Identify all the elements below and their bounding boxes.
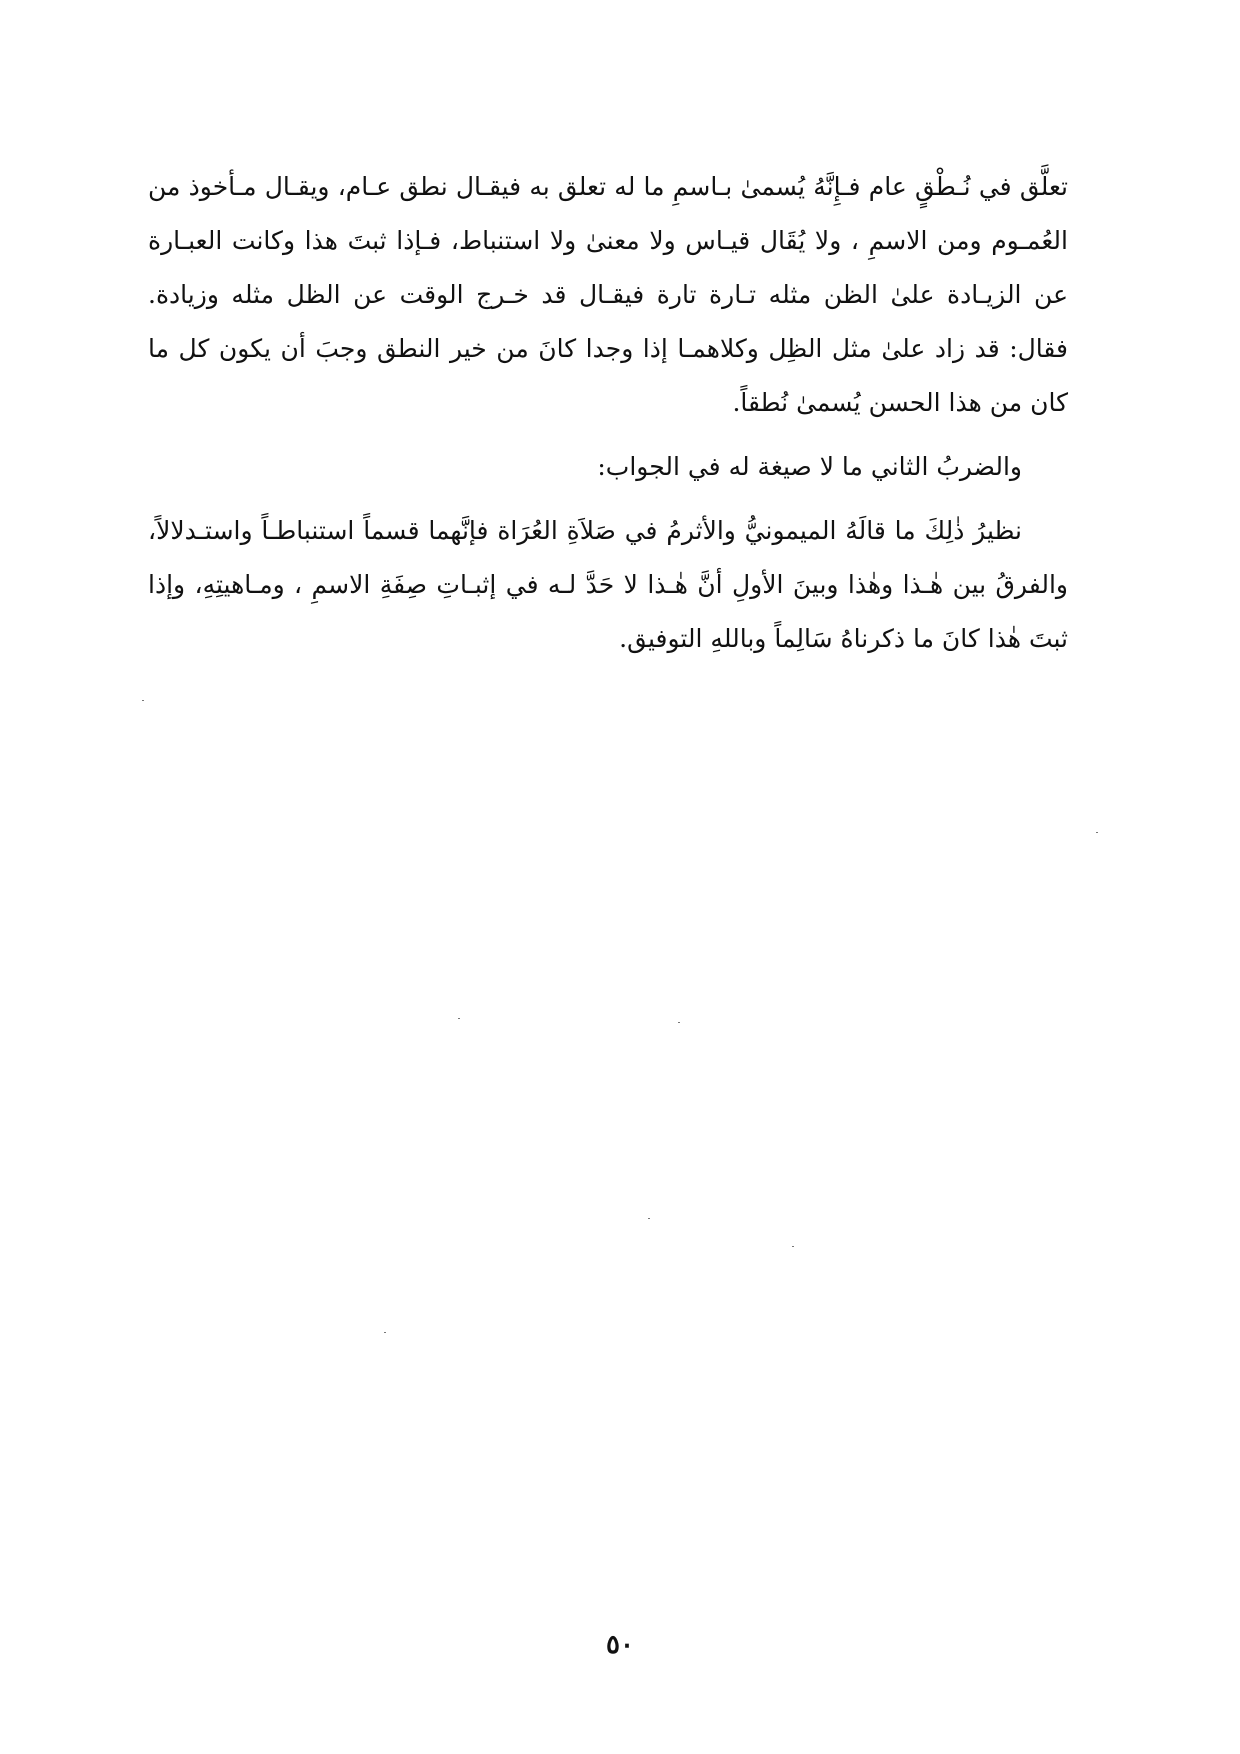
scan-speck bbox=[1096, 832, 1098, 833]
paragraph-2: والضربُ الثاني ما لا صيغة له في الجواب: bbox=[597, 452, 1022, 481]
paragraph-1: تعلَّق في نُـطْقٍ عام فـإِنَّهُ يُسمىٰ بـاسمِ ما له تعلق به فيقـال نطق عـام، ويقـال مـأخوذ من العُمـوم ومن الاسمِ ، ولا يُقَال قيـاس ولا معنىٰ ولا استنباط، فـإذا ثبتَ هذا وكانت العبـارة عن الزيـادة علىٰ الظن مثله تـارة تارة فيقـال قد خـرج الوقت عن الظل مثله وزيادة. فقال: قد زاد علىٰ مثل الظِل وكلاهمـا إذا وجدا كانَ من خير النطق وجبَ أن يكون كل ما كان من هذا الحسن يُسمىٰ نُطقاً. bbox=[148, 172, 1068, 417]
scan-speck bbox=[384, 1332, 386, 1333]
body-text bbox=[148, 160, 1068, 666]
scan-speck bbox=[678, 1022, 680, 1023]
scan-speck bbox=[458, 1018, 460, 1019]
scan-speck bbox=[792, 1246, 794, 1247]
paragraph-3: نظيرُ ذٰلِكَ ما قالَهُ الميمونيُّ والأثرمُ في صَلاَةِ العُرَاة فإنَّهما قسماً استنباطـاً واستـدلالاً، والفرقُ بين هٰـذا وهٰذا وبينَ الأولِ أنَّ هٰـذا لا حَدَّ لـه في إثبـاتِ صِفَةِ الاسمِ ، ومـاهيتِهِ، وإذا ثبتَ هٰذا كانَ ما ذكرناهُ سَالِماً وباللهِ التوفيق. bbox=[148, 516, 1068, 653]
page-number: ٥٠ bbox=[606, 1630, 634, 1660]
scan-speck bbox=[142, 700, 144, 701]
scan-speck bbox=[648, 1218, 650, 1219]
